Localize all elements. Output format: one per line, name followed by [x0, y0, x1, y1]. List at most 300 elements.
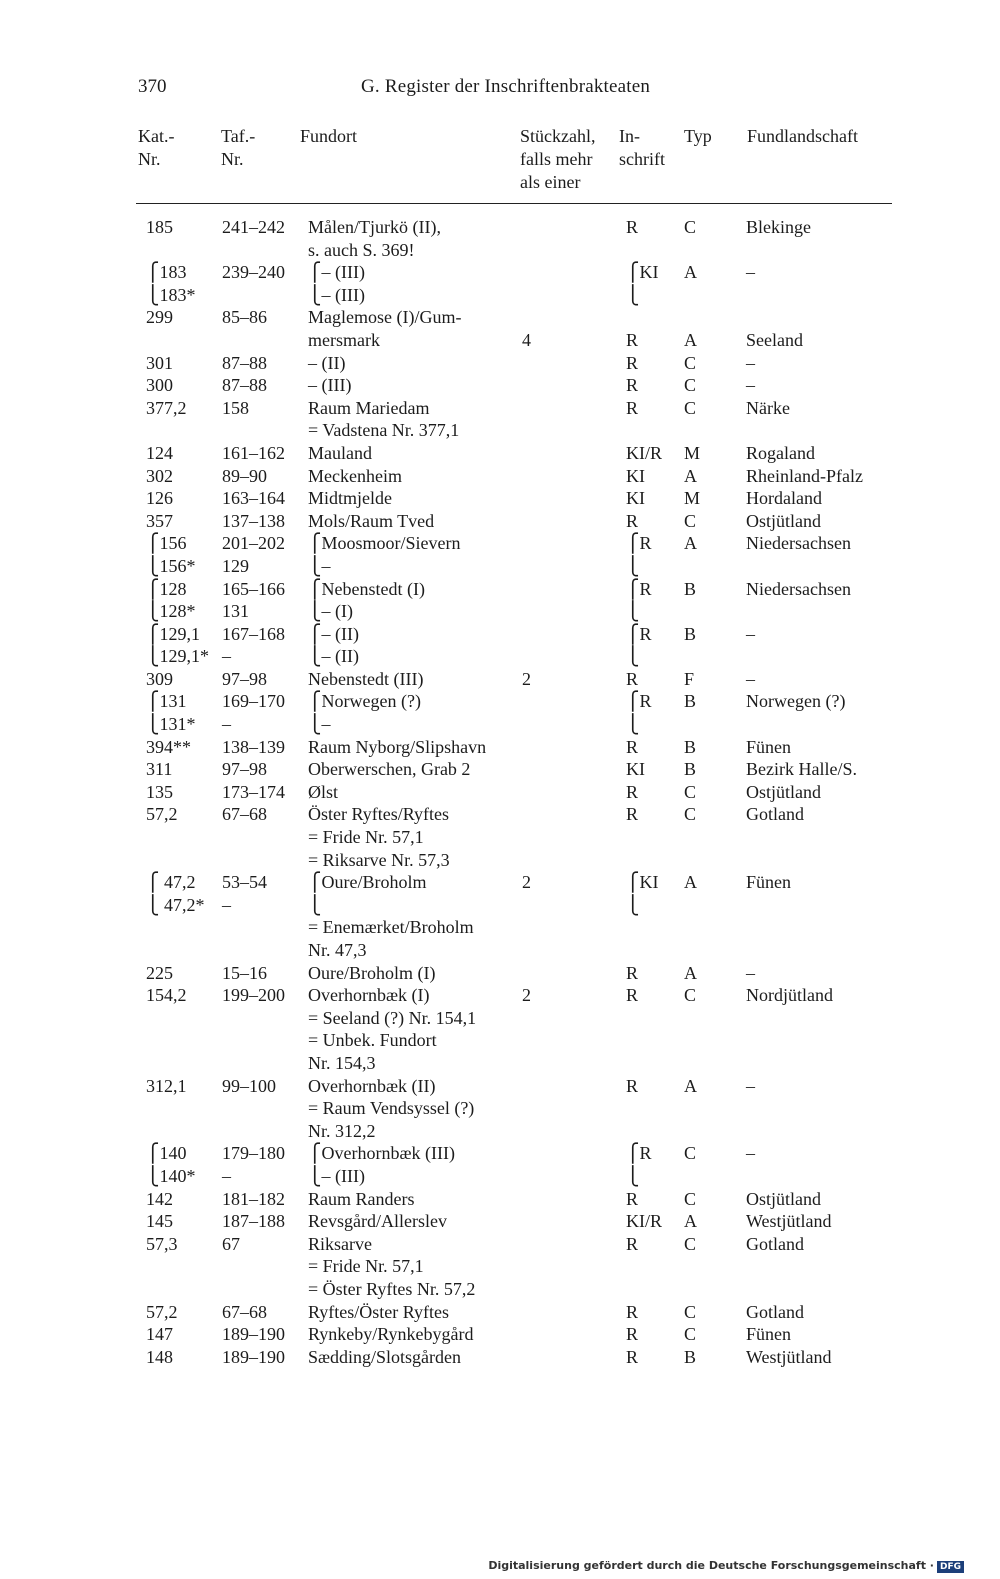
typ-cell: C	[684, 397, 697, 418]
inschrift-cell: R	[626, 510, 639, 531]
taf-cell: –	[222, 714, 231, 735]
fundort-cell: Ryftes/Öster Ryftes	[308, 1301, 450, 1322]
kat-cell: 148	[146, 1346, 173, 1367]
table-row	[0, 532, 1000, 555]
kat-cell: 135	[146, 781, 173, 802]
typ-cell: B	[684, 578, 697, 599]
table-row	[0, 555, 1000, 578]
taf-cell: 199–200	[222, 985, 285, 1006]
inschrift-cell: KI	[626, 488, 645, 509]
fundort-cell: Raum Randers	[308, 1188, 415, 1209]
taf-cell: 129	[222, 555, 249, 576]
inschrift-cell: ⎧R	[626, 533, 652, 554]
kat-cell: ⎧129,1	[146, 623, 200, 644]
typ-cell: A	[684, 962, 697, 983]
running-head: G. Register der Inschriftenbrakteaten	[361, 76, 651, 97]
fundort-cell: Ølst	[308, 781, 339, 802]
table-row	[0, 984, 1000, 1007]
kat-cell: 357	[146, 510, 173, 531]
inschrift-cell: KI/R	[626, 442, 662, 463]
kat-cell: ⎩156*	[146, 555, 196, 576]
land-cell: Gotland	[746, 1301, 804, 1322]
typ-cell: A	[684, 329, 697, 350]
header-taf-line: Nr.	[221, 149, 244, 169]
land-cell: Gotland	[746, 804, 804, 825]
fundort-cell: – (II)	[308, 352, 346, 373]
kat-cell: ⎧131	[146, 691, 187, 712]
taf-cell: –	[222, 894, 231, 915]
land-cell: Rheinland-Pfalz	[746, 465, 863, 486]
fundort-cell: = Riksarve Nr. 57,3	[308, 849, 450, 870]
header-land	[747, 125, 858, 148]
land-cell: Blekinge	[746, 217, 811, 237]
kat-cell: 145	[146, 1211, 173, 1232]
header-inschrift	[619, 125, 665, 171]
inschrift-cell: R	[626, 985, 639, 1006]
kat-cell: 301	[146, 352, 173, 373]
inschrift-cell: R	[626, 1301, 639, 1322]
header-typ-line: Typ	[684, 126, 712, 146]
kat-cell: ⎩129,1*	[146, 646, 209, 667]
kat-cell: 312,1	[146, 1075, 187, 1096]
table-row	[0, 826, 1000, 849]
table-row	[0, 781, 1000, 804]
taf-cell: 201–202	[222, 533, 285, 554]
inschrift-cell: R	[626, 217, 639, 237]
fundort-cell: Raum Mariedam	[308, 397, 430, 418]
taf-cell: 99–100	[222, 1075, 276, 1096]
inschrift-cell: R	[626, 1075, 639, 1096]
typ-cell: A	[684, 465, 697, 486]
fundort-cell: ⎧Nebenstedt (I)	[308, 578, 425, 599]
kat-cell: ⎧156	[146, 533, 187, 554]
land-cell: Rogaland	[746, 442, 815, 463]
fundort-cell: = Unbek. Fundort	[308, 1030, 437, 1051]
typ-cell: A	[684, 1075, 697, 1096]
table-row	[0, 1165, 1000, 1188]
table-row	[0, 1346, 1000, 1369]
table-row	[0, 578, 1000, 601]
kat-cell: 377,2	[146, 397, 187, 418]
table-row	[0, 803, 1000, 826]
typ-cell: C	[684, 1301, 697, 1322]
fundort-cell: Mols/Raum Tved	[308, 510, 435, 531]
kat-cell: 154,2	[146, 985, 187, 1006]
kat-cell: 124	[146, 442, 173, 463]
inschrift-cell: KI	[626, 465, 645, 486]
fundort-cell: Meckenheim	[308, 465, 402, 486]
land-cell: –	[746, 375, 755, 396]
fundort-cell: Målen/Tjurkö (II),	[308, 217, 441, 237]
taf-cell: 137–138	[222, 510, 285, 531]
fundort-cell: ⎧Norwegen (?)	[308, 691, 421, 712]
inschrift-cell: KI/R	[626, 1211, 662, 1232]
inschrift-cell: ⎩	[626, 555, 640, 576]
header-stueckzahl-line: Stückzahl,	[520, 126, 596, 146]
land-cell: Seeland	[746, 329, 803, 350]
land-cell: –	[746, 262, 755, 283]
taf-cell: 87–88	[222, 375, 267, 396]
inschrift-cell: R	[626, 668, 639, 689]
fundort-cell: Revsgård/Allerslev	[308, 1211, 447, 1232]
taf-cell: 241–242	[222, 217, 285, 237]
fundort-cell: = Fride Nr. 57,1	[308, 1256, 424, 1277]
inschrift-cell: ⎧R	[626, 1143, 652, 1164]
table-row	[0, 600, 1000, 623]
fundort-cell: mersmark	[308, 329, 380, 350]
land-cell: Fünen	[746, 1324, 791, 1345]
table-row	[0, 261, 1000, 284]
inschrift-cell: ⎩	[626, 646, 640, 667]
table-row	[0, 465, 1000, 488]
taf-cell: 87–88	[222, 352, 267, 373]
taf-cell: 138–139	[222, 736, 285, 757]
inschrift-cell: KI	[626, 759, 645, 780]
table-row	[0, 645, 1000, 668]
taf-cell: 189–190	[222, 1324, 285, 1345]
taf-cell: 97–98	[222, 668, 267, 689]
header-inschrift-line: schrift	[619, 149, 665, 169]
kat-cell: 57,2	[146, 1301, 178, 1322]
taf-cell: 67–68	[222, 804, 267, 825]
taf-cell: 173–174	[222, 781, 285, 802]
table-row	[0, 713, 1000, 736]
kat-cell: 142	[146, 1188, 173, 1209]
fundort-cell: Nr. 312,2	[308, 1120, 376, 1141]
footer-text: Digitalisierung gefördert durch die Deutsche Forschungsgemeinschaft ·	[488, 1559, 934, 1572]
kat-cell: ⎩131*	[146, 714, 196, 735]
fundort-cell: = Enemærket/Broholm	[308, 917, 474, 938]
typ-cell: C	[684, 375, 697, 396]
land-cell: Fünen	[746, 872, 791, 893]
kat-cell: 311	[146, 759, 173, 780]
typ-cell: C	[684, 510, 697, 531]
typ-cell: A	[684, 872, 697, 893]
land-cell: Niedersachsen	[746, 533, 851, 554]
inschrift-cell: R	[626, 1324, 639, 1345]
typ-cell: C	[684, 352, 697, 373]
kat-cell: ⎩183*	[146, 284, 196, 305]
dfg-logo: DFG	[937, 1561, 964, 1573]
fundort-cell: Overhornbæk (II)	[308, 1075, 436, 1096]
land-cell: Norwegen (?)	[746, 691, 846, 712]
land-cell: –	[746, 623, 755, 644]
taf-cell: 169–170	[222, 691, 285, 712]
fundort-cell: Overhornbæk (I)	[308, 985, 430, 1006]
table-row	[0, 1120, 1000, 1143]
table-row	[0, 623, 1000, 646]
typ-cell: B	[684, 691, 697, 712]
kat-cell: 225	[146, 962, 173, 983]
inschrift-cell: R	[626, 781, 639, 802]
header-land-line: Fundlandschaft	[747, 126, 858, 146]
fundort-cell: ⎩– (III)	[308, 284, 365, 305]
land-cell: Fünen	[746, 736, 791, 757]
land-cell: Ostjütland	[746, 781, 821, 802]
table-row	[0, 1255, 1000, 1278]
inschrift-cell: ⎩	[626, 601, 640, 622]
land-cell: –	[746, 962, 755, 983]
kat-cell: 394**	[146, 736, 191, 757]
typ-cell: C	[684, 781, 697, 802]
inschrift-cell: R	[626, 1188, 639, 1209]
typ-cell: B	[684, 623, 697, 644]
inschrift-cell: R	[626, 962, 639, 983]
table-row	[0, 442, 1000, 465]
taf-cell: 187–188	[222, 1211, 285, 1232]
typ-cell: A	[684, 262, 697, 283]
fundort-cell: ⎧– (III)	[308, 262, 365, 283]
taf-cell: 15–16	[222, 962, 267, 983]
typ-cell: A	[684, 533, 697, 554]
taf-cell: 181–182	[222, 1188, 285, 1209]
table-row	[0, 374, 1000, 397]
kat-cell: 299	[146, 307, 173, 328]
header-stueckzahl-line: als einer	[520, 172, 581, 192]
typ-cell: M	[684, 442, 701, 463]
inschrift-cell: ⎧R	[626, 578, 652, 599]
kat-cell: ⎧183	[146, 262, 187, 283]
fundort-cell: Midtmjelde	[308, 488, 392, 509]
inschrift-cell: R	[626, 804, 639, 825]
table-row	[0, 1323, 1000, 1346]
table-row	[0, 239, 1000, 262]
header-taf-line: Taf.-	[221, 126, 256, 146]
stueckzahl-cell: 2	[522, 872, 531, 893]
typ-cell: C	[684, 1143, 697, 1164]
fundort-cell: ⎧Oure/Broholm	[308, 872, 427, 893]
taf-cell: 167–168	[222, 623, 285, 644]
land-cell: Westjütland	[746, 1346, 832, 1367]
table-row	[0, 849, 1000, 872]
fundort-cell: Riksarve	[308, 1233, 372, 1254]
fundort-cell: ⎩– (I)	[308, 601, 353, 622]
table-row	[0, 306, 1000, 329]
fundort-cell: ⎧Overhornbæk (III)	[308, 1143, 455, 1164]
fundort-cell: ⎧– (II)	[308, 623, 359, 644]
inschrift-cell: ⎩	[626, 284, 640, 305]
fundort-cell: ⎩–	[308, 714, 331, 735]
header-fundort-line: Fundort	[300, 126, 358, 146]
typ-cell: C	[684, 985, 697, 1006]
inschrift-cell: ⎩	[626, 894, 640, 915]
kat-cell: 57,2	[146, 804, 178, 825]
table-row	[0, 1210, 1000, 1233]
kat-cell: ⎧ 47,2	[146, 872, 196, 893]
taf-cell: 189–190	[222, 1346, 285, 1367]
fundort-cell: Öster Ryftes/Ryftes	[308, 804, 450, 825]
table-row	[0, 1142, 1000, 1165]
fundort-cell: s. auch S. 369!	[308, 239, 415, 260]
fundort-cell: Oure/Broholm (I)	[308, 962, 436, 983]
taf-cell: –	[222, 1165, 231, 1186]
fundort-cell: Rynkeby/Rynkebygård	[308, 1324, 474, 1345]
register-table	[0, 216, 1000, 1368]
fundort-cell: ⎩	[308, 894, 322, 915]
table-row	[0, 1188, 1000, 1211]
taf-cell: 53–54	[222, 872, 267, 893]
footer	[488, 1559, 964, 1573]
fundort-cell: Maglemose (I)/Gum-	[308, 307, 462, 328]
typ-cell: A	[684, 1211, 697, 1232]
table-row	[0, 1052, 1000, 1075]
land-cell: –	[746, 668, 755, 689]
land-cell: –	[746, 1075, 755, 1096]
typ-cell: B	[684, 759, 697, 780]
kat-cell: ⎧140	[146, 1143, 187, 1164]
inschrift-cell: ⎩	[626, 1165, 640, 1186]
land-cell: Ostjütland	[746, 1188, 821, 1209]
table-row	[0, 894, 1000, 917]
land-cell: Westjütland	[746, 1211, 832, 1232]
table-row	[0, 758, 1000, 781]
header-stueckzahl	[520, 125, 595, 194]
typ-cell: B	[684, 1346, 697, 1367]
table-row	[0, 284, 1000, 307]
kat-cell: 309	[146, 668, 173, 689]
fundort-cell: = Vadstena Nr. 377,1	[308, 420, 460, 441]
table-row	[0, 329, 1000, 352]
fundort-cell: ⎧Moosmoor/Sievern	[308, 533, 461, 554]
inschrift-cell: R	[626, 375, 639, 396]
inschrift-cell: ⎩	[626, 714, 640, 735]
typ-cell: C	[684, 1324, 697, 1345]
inschrift-cell: ⎧KI	[626, 262, 659, 283]
fundort-cell: Nebenstedt (III)	[308, 668, 424, 689]
typ-cell: B	[684, 736, 697, 757]
inschrift-cell: R	[626, 1346, 639, 1367]
table-row	[0, 1029, 1000, 1052]
header-taf	[221, 125, 255, 171]
taf-cell: 97–98	[222, 759, 267, 780]
taf-cell: 165–166	[222, 578, 285, 599]
typ-cell: M	[684, 488, 701, 509]
table-row	[0, 916, 1000, 939]
table-row	[0, 352, 1000, 375]
header-kat-line: Nr.	[138, 149, 161, 169]
inschrift-cell: R	[626, 329, 639, 350]
header-kat-line: Kat.-	[138, 126, 175, 146]
table-row	[0, 871, 1000, 894]
taf-cell: 161–162	[222, 442, 285, 463]
fundort-cell: ⎩– (II)	[308, 646, 359, 667]
kat-cell: ⎩140*	[146, 1165, 196, 1186]
inschrift-cell: R	[626, 352, 639, 373]
fundort-cell: Nr. 47,3	[308, 940, 367, 960]
taf-cell: 131	[222, 601, 249, 622]
land-cell: –	[746, 1143, 755, 1164]
header-kat	[138, 125, 174, 171]
table-row	[0, 510, 1000, 533]
table-row	[0, 1301, 1000, 1324]
land-cell: Ostjütland	[746, 510, 821, 531]
fundort-cell: Sædding/Slotsgården	[308, 1346, 462, 1367]
table-row	[0, 1097, 1000, 1120]
fundort-cell: = Seeland (?) Nr. 154,1	[308, 1007, 477, 1028]
page-number: 370	[138, 76, 167, 97]
taf-cell: 239–240	[222, 262, 285, 283]
table-row	[0, 1075, 1000, 1098]
stueckzahl-cell: 2	[522, 985, 531, 1006]
inschrift-cell: R	[626, 397, 639, 418]
inschrift-cell: ⎧R	[626, 623, 652, 644]
kat-cell: 302	[146, 465, 173, 486]
land-cell: Närke	[746, 397, 790, 418]
fundort-cell: = Fride Nr. 57,1	[308, 827, 424, 848]
fundort-cell: – (III)	[308, 375, 352, 396]
typ-cell: C	[684, 1233, 697, 1254]
stueckzahl-cell: 2	[522, 668, 531, 689]
header-fundort	[300, 125, 357, 148]
kat-cell: 300	[146, 375, 173, 396]
inschrift-cell: R	[626, 736, 639, 757]
fundort-cell: Mauland	[308, 442, 372, 463]
header-inschrift-line: In-	[619, 126, 640, 146]
fundort-cell: = Öster Ryftes Nr. 57,2	[308, 1278, 476, 1299]
fundort-cell: Raum Nyborg/Slipshavn	[308, 736, 487, 757]
fundort-cell: Nr. 154,3	[308, 1052, 376, 1073]
kat-cell: ⎩128*	[146, 601, 196, 622]
header-rule	[136, 203, 892, 204]
table-row	[0, 939, 1000, 962]
kat-cell: 185	[146, 217, 173, 237]
typ-cell: C	[684, 217, 697, 237]
table-row	[0, 1278, 1000, 1301]
kat-cell: 126	[146, 488, 173, 509]
taf-cell: 67–68	[222, 1301, 267, 1322]
table-row	[0, 736, 1000, 759]
fundort-cell: ⎩– (III)	[308, 1165, 365, 1186]
taf-cell: 163–164	[222, 488, 285, 509]
land-cell: Hordaland	[746, 488, 822, 509]
table-row	[0, 216, 1000, 239]
table-row	[0, 419, 1000, 442]
table-row	[0, 487, 1000, 510]
fundort-cell: ⎩–	[308, 555, 331, 576]
typ-cell: F	[684, 668, 695, 689]
typ-cell: C	[684, 1188, 697, 1209]
table-row	[0, 690, 1000, 713]
inschrift-cell: ⎧R	[626, 691, 652, 712]
inschrift-cell: R	[626, 1233, 639, 1254]
kat-cell: 57,3	[146, 1233, 178, 1254]
taf-cell: 85–86	[222, 307, 267, 328]
taf-cell: 89–90	[222, 465, 267, 486]
table-row	[0, 962, 1000, 985]
stueckzahl-cell: 4	[522, 329, 531, 350]
land-cell: Gotland	[746, 1233, 804, 1254]
land-cell: –	[746, 352, 755, 373]
kat-cell: ⎩ 47,2*	[146, 894, 205, 915]
typ-cell: C	[684, 804, 697, 825]
table-row	[0, 1233, 1000, 1256]
table-row	[0, 1007, 1000, 1030]
kat-cell: ⎧128	[146, 578, 187, 599]
fundort-cell: = Raum Vendsyssel (?)	[308, 1098, 475, 1119]
land-cell: Niedersachsen	[746, 578, 851, 599]
taf-cell: 179–180	[222, 1143, 285, 1164]
kat-cell: 147	[146, 1324, 173, 1345]
taf-cell: –	[222, 646, 231, 667]
land-cell: Bezirk Halle/S.	[746, 759, 857, 780]
header-stueckzahl-line: falls mehr	[520, 149, 593, 169]
taf-cell: 67	[222, 1233, 240, 1254]
fundort-cell: Oberwerschen, Grab 2	[308, 759, 471, 780]
inschrift-cell: ⎧KI	[626, 872, 659, 893]
header-typ	[684, 125, 712, 148]
table-row	[0, 668, 1000, 691]
taf-cell: 158	[222, 397, 249, 418]
